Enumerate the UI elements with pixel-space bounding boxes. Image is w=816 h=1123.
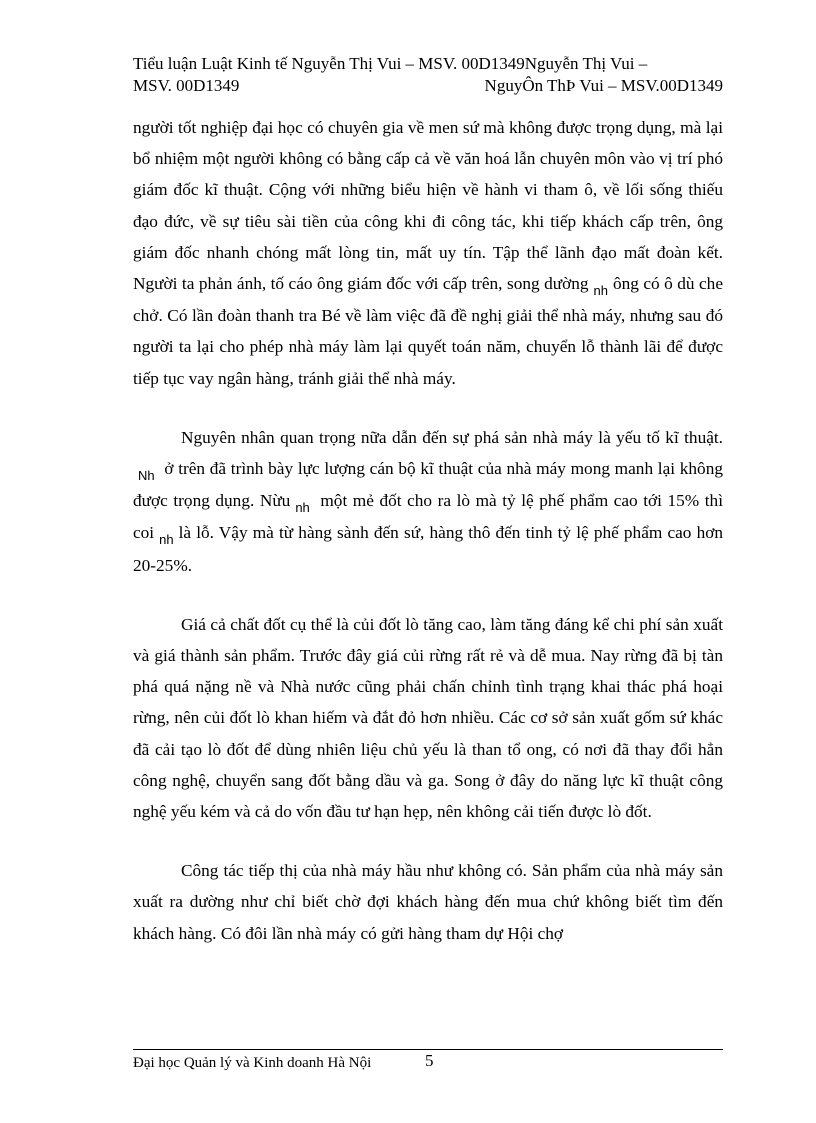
header-line-1: Tiểu luận Luật Kinh tế Nguyễn Thị Vui – MSV. 00D1349Nguyễn Thị Vui – <box>133 54 648 73</box>
paragraph-2-nh-2: nh <box>295 500 310 516</box>
paragraph-3: Giá cả chất đốt cụ thể là củi đốt lò tăng cao, làm tăng đáng kể chi phí sản xuất và giá thành sản phẩm. Trước đây giá củi rừng rất rẻ và dễ mua. Nay rừng đã bị tàn phá quá nặng nề và Nhà nước cũng phải chấn chỉnh tình trạng khai thác phá hoại rừng, nên củi đốt lò khan hiếm và đắt đỏ hơn nhiều. Các cơ sở sản xuất gốm sứ khác đã cải tạo lò đốt để dùng nhiên liệu chủ yếu là than tổ ong, có nơi đã thay đổi hẳn công nghệ, chuyển sang đốt bằng dầu và ga. Song ở đây do năng lực kĩ thuật công nghệ yếu kém và cả do vốn đầu tư hạn hẹp, nên không cải tiến được lò đốt. <box>133 614 723 822</box>
paragraph-4: Công tác tiếp thị của nhà máy hầu như không có. Sản phẩm của nhà máy sản xuất ra dường như chỉ biết chờ đợi khách hàng đến mua chứ không biết tìm đến khách hàng. Có đôi lần nhà máy có gửi hàng tham dự Hội chợ <box>133 861 723 943</box>
paragraph-2-nh-1: Nh <box>138 468 155 484</box>
footer-divider <box>133 1049 723 1050</box>
header-line-2 <box>133 75 723 97</box>
header-line-2-right: NguyÔn ThÞ Vui – MSV.00D1349 <box>484 76 723 95</box>
page-header <box>133 53 723 97</box>
paragraph-2 <box>133 422 723 581</box>
paragraph-1-part-a: người tốt nghiệp đại học có chuyên gia về men sứ mà không được trọng dụng, mà lại bổ nhiệm một người không có bằng cấp cả về văn hoá lẫn chuyên môn vào vị trí phó giám đốc kĩ thuật. Cộng với những biểu hiện về hành vi tham ô, về lối sống thiếu đạo đức, về sự tiêu sài tiền của công khi đi công tác, khi tiếp khách cấp trên, ông giám đốc nhanh chóng mất lòng tin, mất uy tín. Tập thể lãnh đạo mất đoàn kết. Người ta phản ánh, tố cáo ông giám đốc với cấp trên, song dường <box>133 118 723 294</box>
page-number: 5 <box>425 1051 434 1070</box>
paragraph-1 <box>133 112 723 394</box>
footer-text: Đại học Quản lý và Kinh doanh Hà Nội <box>133 1055 372 1071</box>
paragraph-2-part-b: ở trên đã trình bày lực lượng cán bộ kĩ thuật của nhà máy mong manh lại không được trọng dụng. Nừu <box>133 459 723 511</box>
paragraph-2-nh-3: nh <box>159 532 174 548</box>
paragraph-2-part-d: là lỗ. Vậy mà từ hàng sành đến sứ, hàng thô đến tinh tỷ lệ phế phẩm cao hơn 20-25%. <box>133 523 723 575</box>
paragraph-2-part-c: một mẻ đốt cho ra lò mà tỷ lệ phế phẩm cao tới 15% thì coi <box>133 491 723 543</box>
paragraph-1-nh: nh <box>593 283 608 299</box>
document-body <box>133 112 723 977</box>
header-line-2-left: MSV. 00D1349 <box>133 76 240 95</box>
paragraph-2-part-a: Nguyên nhân quan trọng nữa dẫn đến sự phá sản nhà máy là yếu tố kĩ thuật. <box>181 427 723 447</box>
paragraph-1-part-b: ông có ô dù che chở. Có lần đoàn thanh tra Bé về làm việc đã đề nghị giải thể nhà máy, nhưng sau đó người ta lại cho phép nhà máy làm lại quyết toán năm, chuyển lỗ thành lãi để được tiếp tục vay ngân hàng, tránh giải thể nhà máy. <box>133 274 723 388</box>
